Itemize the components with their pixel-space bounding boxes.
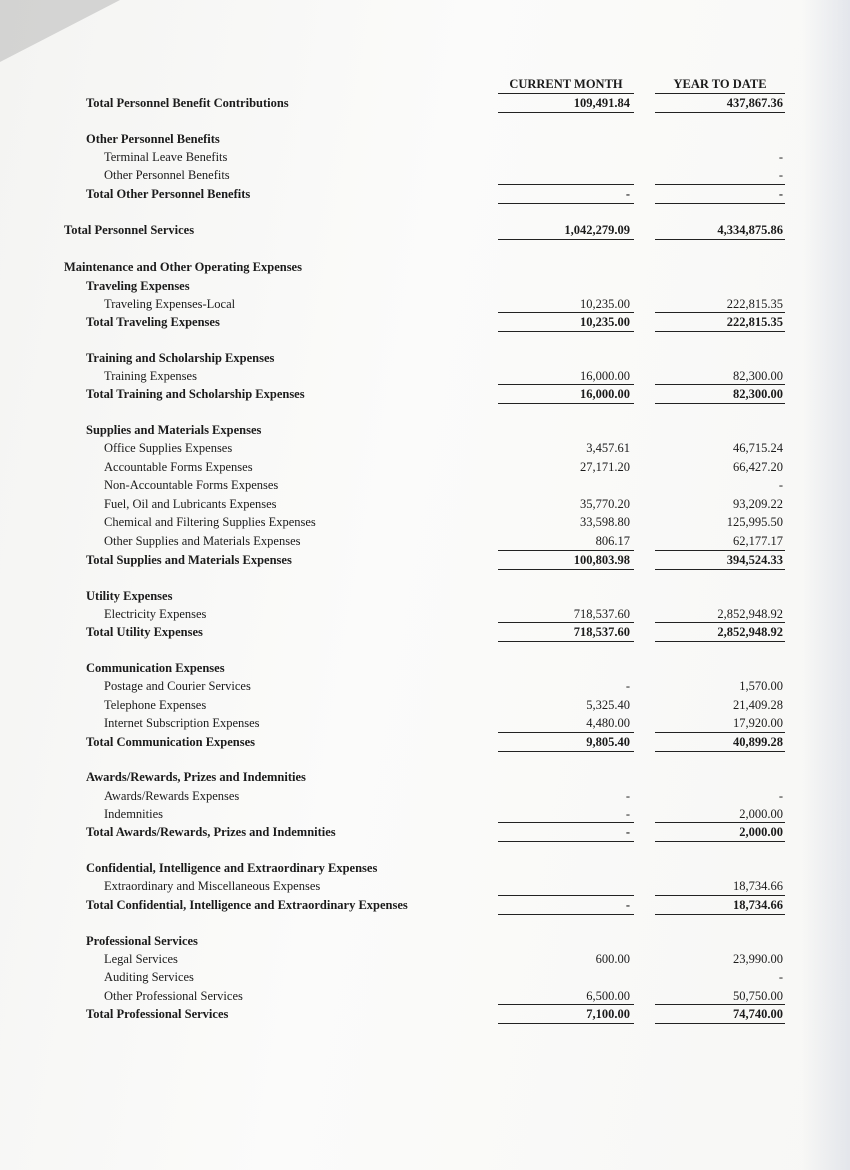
year-to-date-value: 93,209.22 [733,497,783,511]
rule-current [498,822,634,823]
year-to-date-value: 394,524.33 [726,553,783,567]
year-to-date-value: - [778,187,783,201]
rule-ytd [655,184,785,185]
row-label: Total Utility Expenses [86,625,203,639]
row-label: Total Confidential, Intelligence and Extraordinary Expenses [86,898,408,912]
rule-ytd [655,841,785,842]
rule-ytd [655,312,785,313]
row-awards-rewards-expenses [0,787,850,805]
row-total-other-personnel-benefits [0,185,850,203]
year-to-date-value: 2,000.00 [739,825,783,839]
section-awards-rewards-prizes-and-indemnities [0,768,850,786]
year-to-date-value: 1,570.00 [739,679,783,693]
year-to-date-value: 4,334,875.86 [717,223,783,237]
row-label: Fuel, Oil and Lubricants Expenses [104,497,277,511]
rule-current [498,203,634,204]
year-to-date-value: 82,300.00 [733,369,783,383]
rule-current [498,112,634,113]
row-label: Other Personnel Benefits [104,168,230,182]
row-label: Other Supplies and Materials Expenses [104,534,301,548]
row-total-supplies-and-materials-expenses [0,551,850,569]
section-label: Supplies and Materials Expenses [86,423,262,437]
rule-ytd [655,751,785,752]
rule-current [498,1023,634,1024]
year-to-date-value: 82,300.00 [733,387,783,401]
year-to-date-value: 222,815.35 [726,297,783,311]
row-total-personnel-services [0,221,850,239]
row-label: Total Awards/Rewards, Prizes and Indemnities [86,825,336,839]
year-to-date-value: - [778,970,783,984]
row-label: Internet Subscription Expenses [104,716,260,730]
section-supplies-and-materials-expenses [0,421,850,439]
row-label: Electricity Expenses [104,607,207,621]
rule-current [498,641,634,642]
row-label: Terminal Leave Benefits [104,150,228,164]
row-indemnities [0,805,850,823]
rule-current [498,914,634,915]
rule-current [498,550,634,551]
year-to-date-value: 2,852,948.92 [717,625,783,639]
section-training-and-scholarship-expenses [0,349,850,367]
rule-ytd [655,641,785,642]
row-other-personnel-benefits [0,166,850,184]
row-postage-and-courier-services [0,677,850,695]
year-to-date-value: 21,409.28 [733,698,783,712]
row-accountable-forms-expenses [0,458,850,476]
row-label: Postage and Courier Services [104,679,251,693]
year-to-date-value: 17,920.00 [733,716,783,730]
rule-ytd [655,569,785,570]
row-training-expenses [0,367,850,385]
rule-current [498,403,634,404]
year-to-date-value: - [778,150,783,164]
year-to-date-value: 222,815.35 [726,315,783,329]
rule-ytd [655,1004,785,1005]
section-confidential-intelligence-and-extraordinary-expenses [0,859,850,877]
year-to-date-value: 2,000.00 [739,807,783,821]
rule-ytd [655,203,785,204]
row-label: Total Traveling Expenses [86,315,220,329]
current-month-value: - [625,807,630,821]
row-terminal-leave-benefits [0,148,850,166]
header-current-month: CURRENT MONTH [509,77,623,91]
row-label: Total Personnel Services [64,223,195,237]
year-to-date-value: 23,990.00 [733,952,783,966]
rule-current [498,384,634,385]
row-other-supplies-and-materials-expenses [0,532,850,550]
rule-ytd [655,914,785,915]
current-month-value: 718,537.60 [573,607,630,621]
rule-ytd [655,403,785,404]
year-to-date-value: 125,995.50 [726,515,783,529]
row-label: Chemical and Filtering Supplies Expenses [104,515,316,529]
rule-ytd [655,822,785,823]
row-office-supplies-expenses [0,439,850,457]
rule-current [498,622,634,623]
section-other-personnel-benefits [0,130,850,148]
current-month-value: 109,491.84 [573,96,630,110]
rule-ytd [655,239,785,240]
rule-ytd [655,622,785,623]
year-to-date-value: 66,427.20 [733,460,783,474]
year-to-date-value: 46,715.24 [733,441,783,455]
row-label: Other Professional Services [104,989,243,1003]
row-label: Indemnities [104,807,164,821]
section-utility-expenses [0,587,850,605]
rule-current [498,895,634,896]
rule-ytd [655,1023,785,1024]
rule-current [498,312,634,313]
section-label: Utility Expenses [86,589,173,603]
header-year-to-date: YEAR TO DATE [673,77,767,91]
rule-ytd [655,331,785,332]
row-label: Non-Accountable Forms Expenses [104,478,279,492]
current-month-value: - [625,825,630,839]
section-communication-expenses [0,659,850,677]
row-label: Accountable Forms Expenses [104,460,253,474]
rule-current [498,841,634,842]
current-month-value: 718,537.60 [573,625,630,639]
row-fuel-oil-and-lubricants-expenses [0,495,850,513]
current-month-value: 16,000.00 [580,387,630,401]
row-total-professional-services [0,1005,850,1023]
year-to-date-value: 50,750.00 [733,989,783,1003]
row-label: Telephone Expenses [104,698,207,712]
year-to-date-value: - [778,168,783,182]
current-month-value: 9,805.40 [586,735,630,749]
current-month-value: - [625,789,630,803]
rule-current [498,1004,634,1005]
section-maintenance-and-other-operating-expenses [0,258,850,276]
current-month-value: - [625,187,630,201]
current-month-value: 4,480.00 [586,716,630,730]
row-internet-subscription-expenses [0,714,850,732]
row-electricity-expenses [0,605,850,623]
row-extraordinary-and-miscellaneous-expenses [0,877,850,895]
year-to-date-value: - [778,478,783,492]
row-label: Training Expenses [104,369,197,383]
current-month-value: - [625,898,630,912]
year-to-date-value: 2,852,948.92 [717,607,783,621]
row-label: Office Supplies Expenses [104,441,233,455]
current-month-value: 6,500.00 [586,989,630,1003]
row-label: Total Personnel Benefit Contributions [86,96,289,110]
year-to-date-value: 18,734.66 [733,898,783,912]
section-professional-services [0,932,850,950]
current-month-value: 5,325.40 [586,698,630,712]
current-month-value: 35,770.20 [580,497,630,511]
row-non-accountable-forms-expenses [0,476,850,494]
section-label: Other Personnel Benefits [86,132,220,146]
current-month-value: 1,042,279.09 [564,223,630,237]
rule-current [498,331,634,332]
rule-ytd [655,732,785,733]
row-label: Extraordinary and Miscellaneous Expenses [104,879,321,893]
section-label: Confidential, Intelligence and Extraordinary Expenses [86,861,378,875]
row-telephone-expenses [0,696,850,714]
section-label: Training and Scholarship Expenses [86,351,275,365]
year-to-date-value: 437,867.36 [726,96,783,110]
section-label: Awards/Rewards, Prizes and Indemnities [86,770,306,784]
section-label: Professional Services [86,934,198,948]
rule-ytd [655,895,785,896]
row-label: Total Communication Expenses [86,735,256,749]
rule-current [498,751,634,752]
year-to-date-value: 74,740.00 [733,1007,783,1021]
row-chemical-and-filtering-supplies-expenses [0,513,850,531]
year-to-date-value: 18,734.66 [733,879,783,893]
current-month-value: 600.00 [595,952,630,966]
row-total-utility-expenses [0,623,850,641]
row-label: Total Professional Services [86,1007,229,1021]
rule-current [498,569,634,570]
row-total-training-and-scholarship-expenses [0,385,850,403]
row-label: Legal Services [104,952,178,966]
current-month-value: 27,171.20 [580,460,630,474]
row-legal-services [0,950,850,968]
row-other-professional-services [0,987,850,1005]
current-month-value: 16,000.00 [580,369,630,383]
current-month-value: 806.17 [595,534,630,548]
year-to-date-value: 40,899.28 [733,735,783,749]
current-month-value: - [625,679,630,693]
row-total-communication-expenses [0,733,850,751]
rule-ytd [655,384,785,385]
row-label: Awards/Rewards Expenses [104,789,240,803]
row-label: Total Supplies and Materials Expenses [86,553,292,567]
section-traveling-expenses [0,277,850,295]
row-label: Total Training and Scholarship Expenses [86,387,305,401]
current-month-value: 10,235.00 [580,315,630,329]
current-month-value: 10,235.00 [580,297,630,311]
rule-current [498,239,634,240]
rule-current [498,732,634,733]
current-month-value: 7,100.00 [586,1007,630,1021]
section-label: Maintenance and Other Operating Expenses [64,260,302,274]
row-label: Auditing Services [104,970,194,984]
row-total-awards-rewards-prizes-and-indemnities [0,823,850,841]
row-label: Total Other Personnel Benefits [86,187,251,201]
section-label: Traveling Expenses [86,279,190,293]
section-label: Communication Expenses [86,661,225,675]
row-total-traveling-expenses [0,313,850,331]
year-to-date-value: 62,177.17 [733,534,783,548]
row-total-personnel-benefit-contributions [0,94,850,112]
rule-current [498,184,634,185]
row-auditing-services [0,968,850,986]
row-label: Traveling Expenses-Local [104,297,236,311]
year-to-date-value: - [778,789,783,803]
rule-ytd [655,112,785,113]
current-month-value: 33,598.80 [580,515,630,529]
current-month-value: 3,457.61 [586,441,630,455]
row-traveling-expenses-local [0,295,850,313]
current-month-value: 100,803.98 [573,553,630,567]
rule-ytd [655,550,785,551]
row-total-confidential-intelligence-and-extraordinary-expenses [0,896,850,914]
